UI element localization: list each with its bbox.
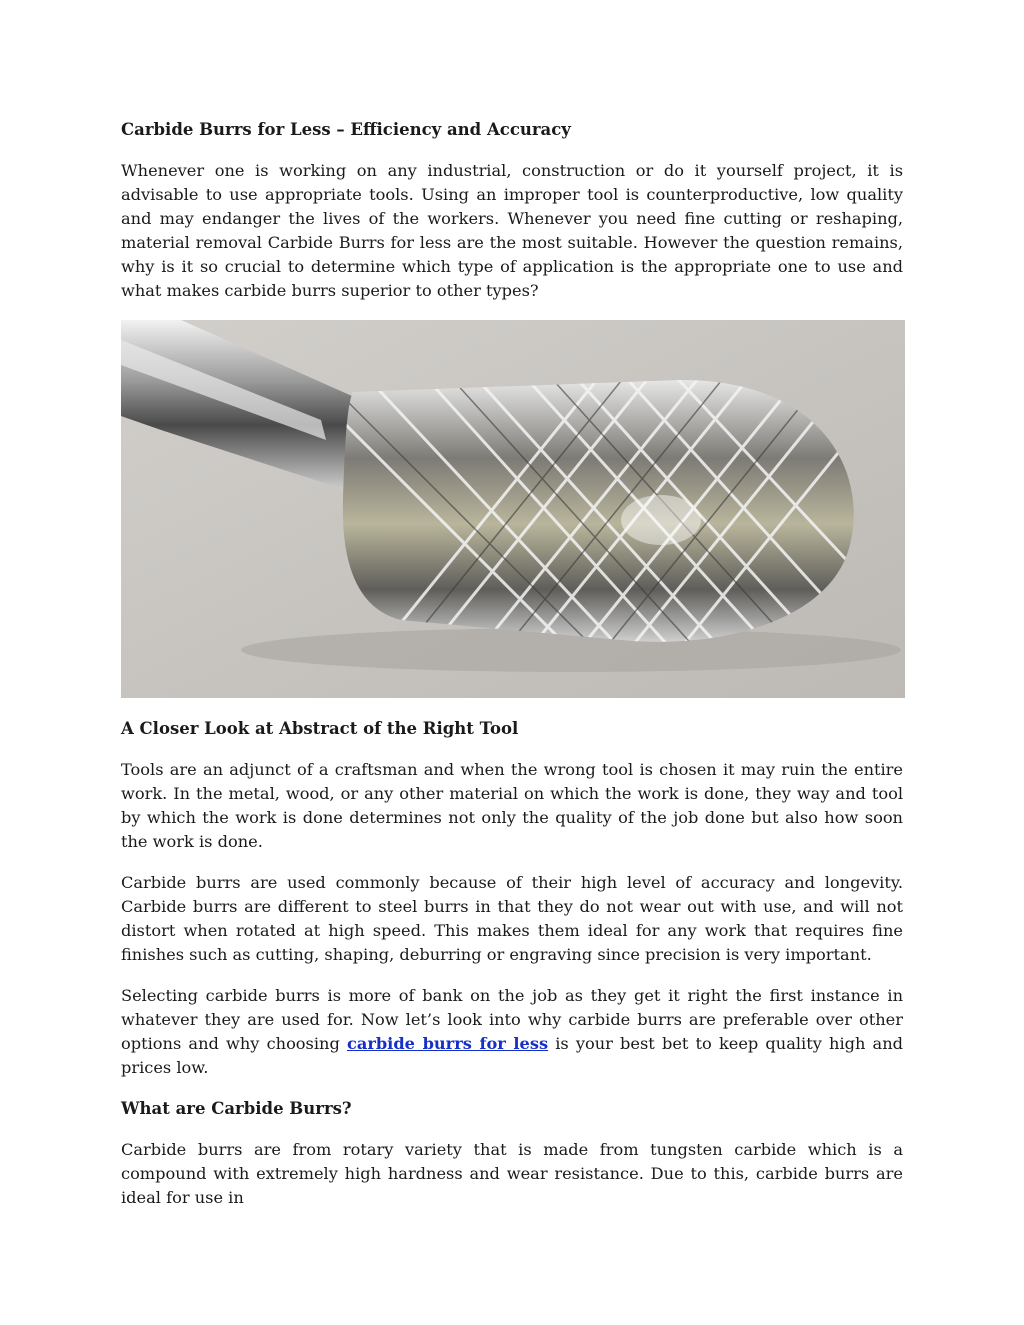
paragraph-what-are-burrs: Carbide burrs are from rotary variety that is made from tungsten carbide which is a compound with extremely high hardness and wear resistance. Due to this, carbide burrs are ideal for use in [121, 1140, 903, 1207]
heading-carbide-burrs-for-less: Carbide Burrs for Less – Efficiency and Accuracy [121, 120, 571, 139]
paragraph-selecting-burrs [121, 984, 903, 1080]
document-page [121, 118, 903, 1227]
heading-closer-look: A Closer Look at Abstract of the Right Tool [121, 719, 519, 738]
carbide-burr-illustration [121, 320, 905, 698]
paragraph-tools-adjunct: Tools are an adjunct of a craftsman and when the wrong tool is chosen it may ruin the entire work. In the metal, wood, or any other material on which the work is done, they way and tool by which the work is done determines not only the quality of the job done but also how soon the work is done. [121, 760, 903, 851]
heading-what-are-carbide-burrs: What are Carbide Burrs? [121, 1099, 352, 1118]
paragraph-intro: Whenever one is working on any industrial, construction or do it yourself project, it is advisable to use appropriate tools. Using an improper tool is counterproductive, low quality and may endanger the lives of the workers. Whenever you need fine cutting or reshaping, material removal Carbide Burrs for less are the most suitable. However the question remains, why is it so crucial to determine which type of application is the appropriate one to use and what makes carbide burrs superior to other types? [121, 161, 903, 300]
carbide-burr-photo [121, 320, 905, 698]
paragraph-accuracy-longevity: Carbide burrs are used commonly because of their high level of accuracy and longevity. Carbide burrs are different to steel burrs in that they do not wear out with use, and will not distort when rotated at high speed. This makes them ideal for any work that requires fine finishes such as cutting, shaping, deburring or engraving since precision is very important. [121, 873, 903, 964]
paragraph-selecting-text-start: Selecting carbide burrs is more of bank on the job as they get it right the first instance in whatever they are used for. Now let’s look into why carbide burrs are preferable over other options and why choosing [121, 986, 903, 1053]
paragraph-selecting-text-end: is your best bet to keep quality high and prices low. [121, 1034, 903, 1077]
carbide-burrs-for-less-link[interactable]: carbide burrs for less [346, 1034, 549, 1053]
